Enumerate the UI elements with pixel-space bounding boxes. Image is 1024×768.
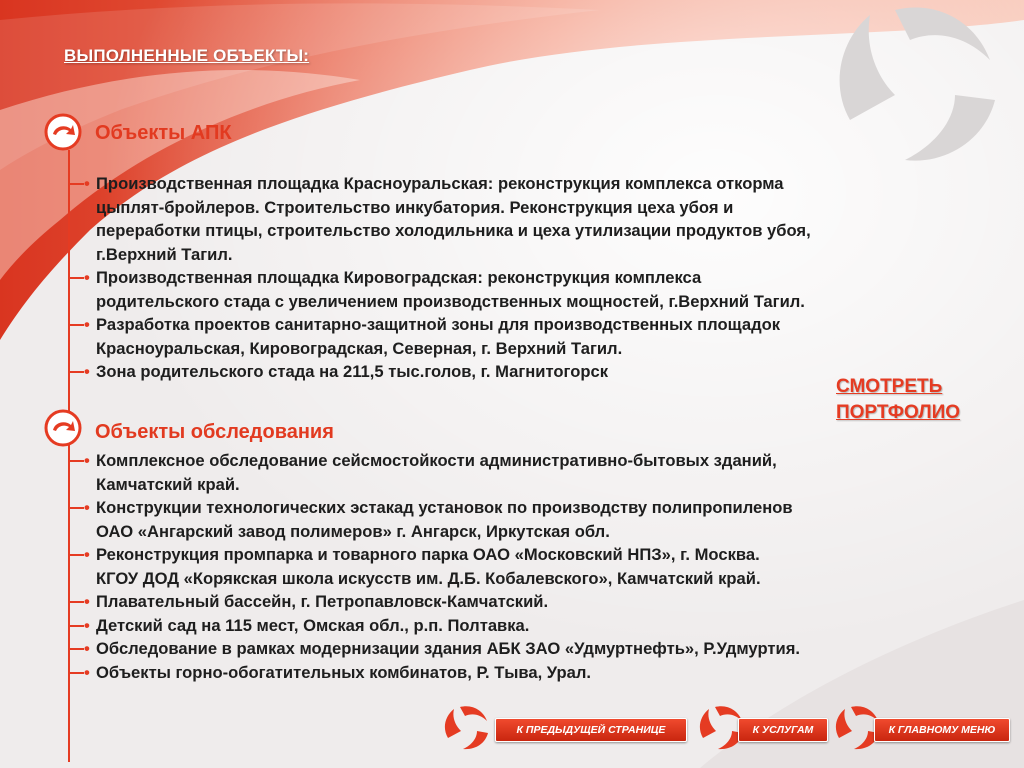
list-item [84,543,964,567]
page-title: ВЫПОЛНЕННЫЕ ОБЪЕКТЫ: [64,46,310,65]
bullet: • [84,451,90,470]
item-text: Производственная площадка Кировоградская: реконструкция комплекса [96,268,702,287]
prev-page-button[interactable] [443,704,688,752]
bullet: • [84,498,90,517]
section-title-apk: Объекты АПК [95,122,232,144]
list-item [84,266,964,290]
bullet: • [84,592,90,611]
item-text: КГОУ ДОД «Корякская школа искусств им. Д.Б. Кобалевского», Камчатский край. [96,568,761,588]
tick [70,672,84,674]
prev-page-label[interactable]: К ПРЕДЫДУЩЕЙ СТРАНИЦЕ [495,718,687,742]
list-item [84,637,964,661]
list-item [84,172,964,196]
tick [70,460,84,462]
red-arrow-circle-icon [43,112,83,152]
bullet: • [84,315,90,334]
item-text: переработки птицы, строительство холодильника и цеха утилизации продуктов убоя, [96,221,811,240]
item-text: Конструкции технологических эстакад установок по производству полипропиленов [96,498,793,517]
tick [70,183,84,185]
list-item [84,449,964,473]
list-item [96,290,976,314]
red-arrow-circle-icon [43,408,83,448]
tick [70,324,84,326]
item-text: Производственная площадка Красноуральская: реконструкция комплекса откорма [96,174,784,193]
bullet: • [84,362,90,381]
item-text: ОАО «Ангарский завод полимеров» г. Ангарск, Иркутская обл. [96,521,610,541]
list-item [84,590,964,614]
timeline-line [68,150,70,762]
list-item [96,196,976,220]
list-item [96,473,976,497]
tick [70,554,84,556]
bullet: • [84,616,90,635]
list-item [84,496,964,520]
bullet: • [84,174,90,193]
item-text: родительского стада с увеличением производственных мощностей, г.Верхний Тагил. [96,291,805,311]
portfolio-link-line1[interactable]: СМОТРЕТЬ [836,376,943,397]
list-item [96,243,976,267]
item-text: цыплят-бройлеров. Строительство инкубатория. Реконструкция цеха убоя и [96,197,734,217]
tick [70,601,84,603]
item-text: Объекты горно-обогатительных комбинатов, Р. Тыва, Урал. [96,663,591,682]
item-text: Детский сад на 115 мест, Омская обл., р.п. Полтавка. [96,616,530,635]
section-title-inspection: Объекты обследования [95,421,334,443]
list-item [96,337,976,361]
item-text: Обследование в рамках модернизации здания АБК ЗАО «Удмуртнефть», Р.Удмуртия. [96,639,800,658]
main-menu-button[interactable] [834,704,1012,752]
tick [70,648,84,650]
tick [70,277,84,279]
item-text: Красноуральская, Кировоградская, Северная, г. Верхний Тагил. [96,338,623,358]
list-item [84,360,964,384]
bullet: • [84,663,90,682]
item-text: Разработка проектов санитарно-защитной зоны для производственных площадок [96,315,781,334]
list-item [96,219,976,243]
bullet: • [84,639,90,658]
portfolio-link[interactable] [836,374,996,426]
bullet: • [84,268,90,287]
tick [70,371,84,373]
list-item [84,614,964,638]
tick [70,625,84,627]
portfolio-link-line2[interactable]: ПОРТФОЛИО [836,402,961,423]
main-menu-label[interactable]: К ГЛАВНОМУ МЕНЮ [874,718,1010,742]
item-text: Зона родительского стада на 211,5 тыс.голов, г. Магнитогорск [96,362,609,381]
item-text: Плавательный бассейн, г. Петропавловск-Камчатский. [96,592,549,611]
services-label[interactable]: К УСЛУГАМ [738,718,828,742]
list-item [96,567,976,591]
list-item [84,661,964,685]
item-text: Реконструкция промпарка и товарного парка ОАО «Московский НПЗ», г. Москва. [96,545,760,564]
red-swirl-logo-icon [443,704,489,750]
list-item [96,520,976,544]
item-text: Камчатский край. [96,474,240,494]
list-item [84,313,964,337]
tick [70,507,84,509]
item-text: Комплексное обследование сейсмостойкости административно-бытовых зданий, [96,451,777,470]
bullet: • [84,545,90,564]
item-text: г.Верхний Тагил. [96,244,233,264]
services-button[interactable] [698,704,828,752]
